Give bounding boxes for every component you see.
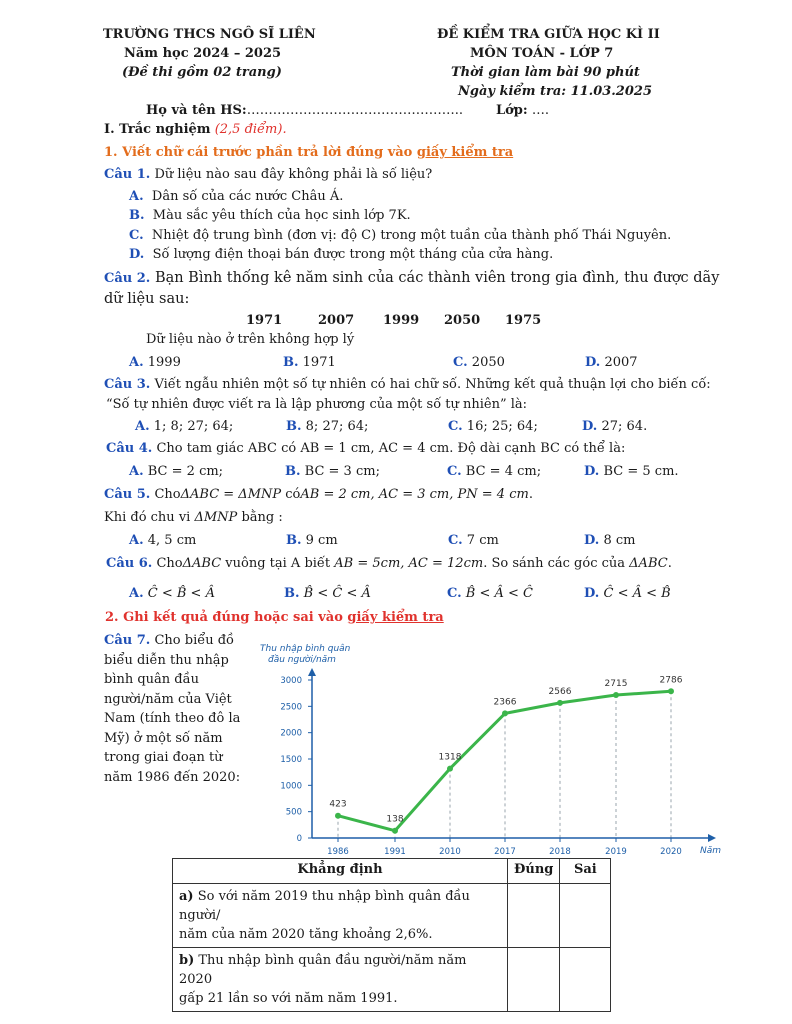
option-letter: D. [129, 247, 145, 262]
data-point [613, 692, 619, 698]
option-text: BC = 5 cm. [603, 464, 679, 479]
q2-sub: Dữ liệu nào ở trên không hợp lý [146, 332, 355, 347]
q6-option-c [447, 586, 533, 601]
q2-year-1: 1971 [246, 313, 283, 328]
q6-option-d [584, 586, 671, 601]
q5-text-b: có [285, 487, 301, 502]
true-cell-b[interactable] [508, 948, 560, 1012]
option-letter: B. [285, 464, 301, 479]
q3-option-a [135, 419, 233, 434]
data-point [502, 710, 508, 716]
q2-text-line1: Bạn Bình thống kê năm sinh của các thành viên trong gia đình, thu được dãy [154, 270, 720, 286]
q6-option-b [284, 586, 371, 601]
q6-text-c: . So sánh các góc của [483, 556, 626, 571]
false-cell-a[interactable] [560, 884, 611, 948]
q4-option-b [285, 464, 380, 479]
student-name-line [146, 103, 463, 118]
data-label: 2366 [493, 697, 517, 708]
x-tick-label: 1991 [384, 847, 406, 857]
q4-option-a [129, 464, 223, 479]
class-dots: …. [531, 103, 549, 118]
q5-text-c: . [528, 487, 533, 502]
row-line1: Thu nhập bình quân đầu người/năm năm 2020 [179, 953, 467, 987]
q1-text: Dữ liệu nào sau đây không phải là số liệu? [154, 167, 433, 182]
option-letter: A. [129, 533, 144, 548]
section1-heading: I. Trắc nghiệm [104, 122, 211, 137]
x-tick-label: 2019 [605, 847, 627, 857]
option-letter: A. [129, 464, 144, 479]
header-statement: Khẳng định [173, 859, 508, 884]
section2-instruction [105, 610, 444, 625]
option-text: BC = 4 cm; [465, 464, 542, 479]
option-text: 1999 [147, 355, 181, 370]
q5-option-d [584, 533, 636, 548]
x-tick-label: 2010 [439, 847, 461, 857]
x-tick-label: 2017 [494, 847, 516, 857]
q7-line: người/năm của Việt [104, 691, 232, 707]
row-line2: năm của năm 2020 tăng khoảng 2,6%. [179, 927, 433, 942]
option-text: 27; 64. [601, 419, 648, 434]
false-cell-b[interactable] [560, 948, 611, 1012]
option-text: 1971 [302, 355, 336, 370]
q6-math1: ΔABC [182, 556, 222, 571]
q2-year-5: 1975 [505, 313, 542, 328]
option-text: Dân số của các nước Châu Á. [151, 189, 344, 204]
option-text: Màu sắc yêu thích của học sinh lớp 7K. [152, 208, 411, 223]
q6-option-a [129, 586, 215, 601]
exam-duration: Thời gian làm bài 90 phút [451, 65, 640, 80]
q7-line: biểu diễn thu nhập [104, 652, 229, 668]
q1-stem [104, 167, 432, 182]
y-tick-label: 0 [296, 834, 302, 844]
name-dots: ………………………………………….. [246, 103, 463, 118]
school-name: TRƯỜNG THCS NGÔ SĨ LIÊN [103, 27, 316, 42]
q4-stem [106, 441, 625, 456]
income-line-chart [250, 640, 730, 862]
instruction-text: 1. Viết chữ cái trước phần trả lời đúng vào [104, 145, 413, 160]
data-point [668, 688, 674, 694]
q5-line2 [104, 510, 283, 525]
option-text: BC = 2 cm; [147, 464, 224, 479]
data-point [392, 828, 398, 834]
q2-text-line2: dữ liệu sau: [104, 291, 190, 307]
exam-title: ĐỀ KIỂM TRA GIỮA HỌC KÌ II [437, 27, 660, 42]
option-text: 2007 [604, 355, 638, 370]
q3-stem [104, 377, 711, 392]
y-axis-arrow [308, 668, 316, 676]
option-text: Số lượng điện thoại bán được trong một tháng của cửa hàng. [152, 247, 554, 262]
chart-title-line1: Thu nhập bình quân [260, 644, 351, 654]
x-tick-label: 2020 [660, 847, 682, 857]
option-letter: A. [129, 189, 144, 204]
option-text: Nhiệt độ trung bình (đơn vị: độ C) trong một tuần của thành phố Thái Nguyên. [151, 228, 672, 243]
section1-title [104, 122, 287, 137]
q7-line: trong giai đoạn từ [104, 750, 223, 765]
q2-year-4: 2050 [444, 313, 481, 328]
true-cell-a[interactable] [508, 884, 560, 948]
row-line1: So với năm 2019 thu nhập bình quân đầu người/ [179, 889, 470, 923]
option-letter: A. [135, 419, 150, 434]
class-label: Lớp: [496, 103, 528, 118]
q1-option-c [129, 228, 671, 243]
option-letter: C. [453, 355, 468, 370]
q5-stem [104, 487, 533, 502]
q3-text-line2: “Số tự nhiên được viết ra là lập phương của một số tự nhiên” là: [106, 397, 528, 412]
q2-year-2: 2007 [318, 313, 355, 328]
q3-option-c [448, 419, 538, 434]
q5-math2: AB = 2 cm, AC = 3 cm, PN = 4 cm [300, 487, 529, 502]
q5-label: Câu 5. [104, 487, 151, 502]
section2-underlined: giấy kiểm tra [347, 610, 444, 625]
option-text: 7 cm [466, 533, 499, 548]
q6-text-a: Cho [156, 556, 183, 571]
exam-subject: MÔN TOÁN - LỚP 7 [470, 46, 614, 61]
class-line [496, 103, 549, 118]
exam-date: Ngày kiểm tra: 11.03.2025 [458, 84, 652, 99]
q5-text-a: Cho [154, 487, 181, 502]
option-text: 1; 8; 27; 64; [153, 419, 234, 434]
q2-option-d [585, 355, 638, 370]
q6-label: Câu 6. [106, 556, 153, 571]
option-letter: C. [129, 228, 144, 243]
data-point [335, 813, 341, 819]
row-key: b) [179, 953, 195, 968]
option-text: BC = 3 cm; [304, 464, 380, 479]
option-letter: B. [286, 419, 302, 434]
q7-line: Mỹ) ở một số năm [104, 730, 223, 746]
q1-option-a [129, 189, 343, 204]
y-tick-label: 1500 [280, 755, 302, 765]
option-text: 4, 5 cm [147, 533, 197, 548]
x-tick-label: 1986 [327, 847, 349, 857]
option-text: Ĉ < Â < B̂ [603, 586, 671, 601]
y-tick-label: 2000 [280, 728, 302, 739]
row-line2: gấp 21 lần so với năm năm 1991. [179, 991, 398, 1006]
option-letter: C. [447, 586, 462, 601]
q2-stem [104, 270, 719, 286]
option-letter: C. [448, 533, 463, 548]
data-label: 423 [329, 799, 347, 810]
q2-option-b [283, 355, 336, 370]
q3-option-b [286, 419, 368, 434]
data-label: 138 [386, 814, 404, 825]
q7-line: bình quân đầu [104, 672, 199, 687]
q1-option-d [129, 247, 553, 262]
q6-text-d: . [667, 556, 672, 571]
table-header-row [173, 859, 611, 884]
name-label: Họ và tên HS: [146, 103, 247, 118]
q2-option-a [129, 355, 181, 370]
option-letter: D. [584, 464, 600, 479]
q4-text: Cho tam giác ABC có AB = 1 cm, AC = 4 cm. Độ dài cạnh BC có thể là: [156, 441, 626, 456]
school-year: Năm học 2024 – 2025 [124, 46, 282, 61]
q1-option-b [129, 208, 411, 223]
data-label: 2786 [659, 675, 683, 686]
option-letter: B. [283, 355, 299, 370]
option-text: 8 cm [603, 533, 636, 548]
q2-option-c [453, 355, 505, 370]
table-row [173, 948, 611, 1012]
option-letter: B. [286, 533, 302, 548]
q5-line2-math: ΔMNP [194, 510, 238, 525]
option-text: B̂ < Â < Ĉ [465, 586, 533, 601]
instruction-underlined: giấy kiểm tra [416, 145, 514, 160]
q7-line: Nam (tính theo đô la [104, 711, 241, 726]
chart-title-line2: đầu người/năm [268, 655, 336, 665]
x-axis-label: Năm [700, 846, 722, 856]
x-axis-arrow [708, 834, 716, 842]
option-text: 8; 27; 64; [305, 419, 369, 434]
q7-line: Câu 7. Cho biểu đồ [104, 633, 235, 648]
y-tick-label: 2500 [280, 702, 302, 713]
q5-line2-a: Khi đó chu vi [104, 510, 191, 525]
option-letter: C. [447, 464, 462, 479]
q7-description [104, 631, 240, 787]
option-text: 9 cm [305, 533, 338, 548]
option-text: B̂ < Ĉ < Â [303, 586, 371, 601]
option-letter: A. [129, 355, 144, 370]
q3-text-line1: Viết ngẫu nhiên một số tự nhiên có hai chữ số. Những kết quả thuận lợi cho biến cố: [154, 377, 711, 392]
option-letter: C. [448, 419, 463, 434]
section1-points: (2,5 điểm). [214, 122, 287, 137]
q4-option-c [447, 464, 541, 479]
option-letter: D. [584, 586, 600, 601]
data-label: 2715 [604, 679, 628, 690]
q4-option-d [584, 464, 679, 479]
y-tick-label: 1000 [280, 781, 302, 792]
page-count: (Đề thi gồm 02 trang) [122, 65, 282, 80]
q6-math2: AB = 5cm, AC = 12cm [334, 556, 484, 571]
header-false: Sai [560, 859, 611, 884]
option-letter: D. [582, 419, 598, 434]
data-label: 1318 [438, 752, 462, 763]
option-letter: D. [584, 533, 600, 548]
row-key: a) [179, 889, 194, 904]
x-tick-label: 2018 [549, 847, 571, 857]
q7-line: năm 1986 đến 2020: [104, 769, 241, 785]
data-point [447, 766, 453, 772]
statement-b [173, 948, 508, 1012]
option-text: 16; 25; 64; [466, 419, 538, 434]
section1-instruction [104, 145, 513, 160]
q5-line2-b: bằng : [241, 510, 283, 525]
option-letter: D. [585, 355, 601, 370]
header-true: Đúng [508, 859, 560, 884]
q3-label: Câu 3. [104, 377, 151, 392]
y-tick-label: 3000 [280, 676, 302, 686]
option-text: 2050 [471, 355, 505, 370]
option-letter: B. [129, 208, 145, 223]
q1-label: Câu 1. [104, 167, 151, 182]
q6-text-b: vuông tại A biết [225, 556, 331, 571]
y-tick-label: 500 [285, 807, 302, 818]
q3-option-d [582, 419, 647, 434]
statement-a [173, 884, 508, 948]
option-letter: A. [129, 586, 144, 601]
section2-text: 2. Ghi kết quả đúng hoặc sai vào [105, 610, 343, 625]
q2-label: Câu 2. [104, 271, 151, 286]
data-label: 2566 [548, 686, 572, 697]
q4-label: Câu 4. [106, 441, 153, 456]
q5-option-c [448, 533, 499, 548]
option-letter: B. [284, 586, 300, 601]
q5-math1: ΔABC = ΔMNP [180, 487, 282, 502]
option-text: Ĉ < B̂ < Â [147, 586, 215, 601]
table-row [173, 884, 611, 948]
q2-year-3: 1999 [383, 313, 420, 328]
data-point [557, 700, 563, 706]
q6-stem [106, 556, 672, 571]
q7-label: Câu 7. [104, 633, 151, 648]
q6-math3: ΔABC [629, 556, 668, 571]
q5-option-b [286, 533, 338, 548]
statement-table [172, 858, 611, 1012]
q5-option-a [129, 533, 196, 548]
